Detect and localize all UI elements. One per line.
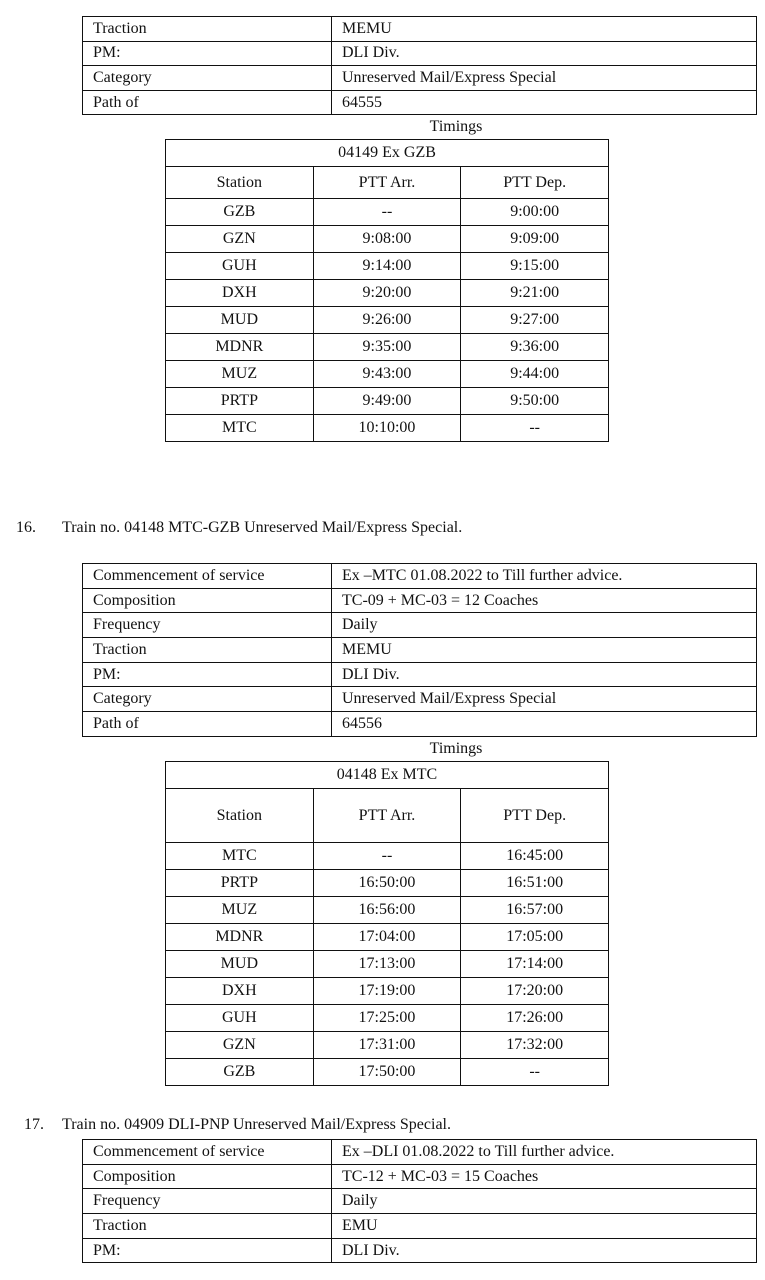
detail-key: Composition xyxy=(83,588,332,613)
timings-row xyxy=(166,199,609,226)
detail-value: Unreserved Mail/Express Special xyxy=(332,687,757,712)
timings-row xyxy=(166,843,609,870)
detail-row xyxy=(83,687,757,712)
arrival-cell: 9:35:00 xyxy=(313,334,461,361)
station-cell: MDNR xyxy=(166,924,314,951)
detail-value: EMU xyxy=(332,1214,757,1239)
detail-key: Commencement of service xyxy=(83,1140,332,1165)
timings-row xyxy=(166,924,609,951)
timings-title: 04148 Ex MTC xyxy=(166,762,609,789)
detail-key: Composition xyxy=(83,1164,332,1189)
departure-cell: 9:09:00 xyxy=(461,226,609,253)
departure-cell: -- xyxy=(461,1059,609,1086)
timings-row xyxy=(166,1059,609,1086)
station-cell: MTC xyxy=(166,843,314,870)
arrival-cell: 9:08:00 xyxy=(313,226,461,253)
departure-cell: 9:15:00 xyxy=(461,253,609,280)
station-cell: GZB xyxy=(166,1059,314,1086)
station-cell: GZN xyxy=(166,226,314,253)
station-cell: DXH xyxy=(166,978,314,1005)
detail-key: Category xyxy=(83,66,332,91)
timings-row xyxy=(166,307,609,334)
timings-row xyxy=(166,951,609,978)
departure-cell: 9:50:00 xyxy=(461,388,609,415)
detail-key: PM: xyxy=(83,41,332,66)
header-departure: PTT Dep. xyxy=(461,167,609,199)
train-details-table-16 xyxy=(82,563,757,737)
train-details-table-top xyxy=(82,16,757,115)
timings-table-04148 xyxy=(165,761,609,1086)
detail-value: MEMU xyxy=(332,638,757,663)
departure-cell: 17:26:00 xyxy=(461,1005,609,1032)
departure-cell: 9:27:00 xyxy=(461,307,609,334)
detail-row xyxy=(83,588,757,613)
detail-key: Category xyxy=(83,687,332,712)
timings-row xyxy=(166,280,609,307)
timings-row xyxy=(166,978,609,1005)
station-cell: MUD xyxy=(166,951,314,978)
timings-title-row xyxy=(166,140,609,167)
detail-value: MEMU xyxy=(332,17,757,42)
arrival-cell: 17:25:00 xyxy=(313,1005,461,1032)
arrival-cell: 16:56:00 xyxy=(313,897,461,924)
detail-row xyxy=(83,1238,757,1263)
station-cell: GZN xyxy=(166,1032,314,1059)
section-heading-17 xyxy=(24,1116,451,1134)
departure-cell: 16:45:00 xyxy=(461,843,609,870)
station-cell: MUZ xyxy=(166,897,314,924)
arrival-cell: 17:04:00 xyxy=(313,924,461,951)
timings-caption: Timings xyxy=(429,740,483,757)
arrival-cell: 16:50:00 xyxy=(313,870,461,897)
detail-row xyxy=(83,41,757,66)
section-title: Train no. 04909 DLI-PNP Unreserved Mail/Express Special. xyxy=(62,1116,451,1133)
station-cell: DXH xyxy=(166,280,314,307)
header-arrival: PTT Arr. xyxy=(313,167,461,199)
arrival-cell: 17:31:00 xyxy=(313,1032,461,1059)
section-number: 17. xyxy=(24,1116,44,1133)
detail-value: DLI Div. xyxy=(332,1238,757,1263)
timings-title: 04149 Ex GZB xyxy=(166,140,609,167)
detail-value: Daily xyxy=(332,613,757,638)
departure-cell: 17:20:00 xyxy=(461,978,609,1005)
departure-cell: 17:32:00 xyxy=(461,1032,609,1059)
timings-row xyxy=(166,897,609,924)
departure-cell: 16:51:00 xyxy=(461,870,609,897)
arrival-cell: -- xyxy=(313,199,461,226)
detail-row xyxy=(83,638,757,663)
detail-value: DLI Div. xyxy=(332,41,757,66)
departure-cell: -- xyxy=(461,415,609,442)
departure-cell: 9:00:00 xyxy=(461,199,609,226)
arrival-cell: 17:13:00 xyxy=(313,951,461,978)
detail-row xyxy=(83,1189,757,1214)
station-cell: MUZ xyxy=(166,361,314,388)
timings-row xyxy=(166,415,609,442)
detail-row xyxy=(83,1140,757,1165)
arrival-cell: 9:49:00 xyxy=(313,388,461,415)
timings-title-row xyxy=(166,762,609,789)
departure-cell: 9:36:00 xyxy=(461,334,609,361)
station-cell: MTC xyxy=(166,415,314,442)
train-details-table-17 xyxy=(82,1139,757,1263)
timings-row xyxy=(166,226,609,253)
arrival-cell: 9:43:00 xyxy=(313,361,461,388)
detail-row xyxy=(83,1164,757,1189)
station-cell: GUH xyxy=(166,1005,314,1032)
header-arrival: PTT Arr. xyxy=(313,789,461,843)
section-number: 16. xyxy=(16,519,36,536)
detail-value: TC-12 + MC-03 = 15 Coaches xyxy=(332,1164,757,1189)
arrival-cell: -- xyxy=(313,843,461,870)
timings-header-row xyxy=(166,789,609,843)
detail-row xyxy=(83,564,757,589)
timings-row xyxy=(166,334,609,361)
timings-row xyxy=(166,253,609,280)
detail-value: Ex –DLI 01.08.2022 to Till further advice. xyxy=(332,1140,757,1165)
departure-cell: 9:21:00 xyxy=(461,280,609,307)
timings-row xyxy=(166,1005,609,1032)
detail-value: 64556 xyxy=(332,712,757,737)
detail-key: Frequency xyxy=(83,1189,332,1214)
arrival-cell: 10:10:00 xyxy=(313,415,461,442)
header-station: Station xyxy=(166,167,314,199)
station-cell: PRTP xyxy=(166,388,314,415)
departure-cell: 17:05:00 xyxy=(461,924,609,951)
timings-header-row xyxy=(166,167,609,199)
detail-row xyxy=(83,66,757,91)
detail-row xyxy=(83,712,757,737)
timings-row xyxy=(166,388,609,415)
detail-row xyxy=(83,1214,757,1239)
arrival-cell: 9:26:00 xyxy=(313,307,461,334)
detail-value: Ex –MTC 01.08.2022 to Till further advice. xyxy=(332,564,757,589)
timings-row xyxy=(166,1032,609,1059)
detail-key: Commencement of service xyxy=(83,564,332,589)
station-cell: GZB xyxy=(166,199,314,226)
arrival-cell: 17:19:00 xyxy=(313,978,461,1005)
header-departure: PTT Dep. xyxy=(461,789,609,843)
detail-value: 64555 xyxy=(332,90,757,115)
detail-row xyxy=(83,613,757,638)
station-cell: GUH xyxy=(166,253,314,280)
timings-row xyxy=(166,361,609,388)
detail-key: Traction xyxy=(83,17,332,42)
detail-key: Path of xyxy=(83,712,332,737)
arrival-cell: 9:14:00 xyxy=(313,253,461,280)
arrival-cell: 17:50:00 xyxy=(313,1059,461,1086)
section-title: Train no. 04148 MTC-GZB Unreserved Mail/Express Special. xyxy=(62,519,463,536)
departure-cell: 17:14:00 xyxy=(461,951,609,978)
station-cell: PRTP xyxy=(166,870,314,897)
detail-key: PM: xyxy=(83,662,332,687)
departure-cell: 16:57:00 xyxy=(461,897,609,924)
detail-value: TC-09 + MC-03 = 12 Coaches xyxy=(332,588,757,613)
detail-value: Daily xyxy=(332,1189,757,1214)
station-cell: MDNR xyxy=(166,334,314,361)
detail-key: Traction xyxy=(83,638,332,663)
detail-value: Unreserved Mail/Express Special xyxy=(332,66,757,91)
detail-value: DLI Div. xyxy=(332,662,757,687)
header-station: Station xyxy=(166,789,314,843)
detail-key: Frequency xyxy=(83,613,332,638)
timings-caption: Timings xyxy=(429,118,483,135)
detail-key: Traction xyxy=(83,1214,332,1239)
timings-row xyxy=(166,870,609,897)
detail-row xyxy=(83,17,757,42)
detail-row xyxy=(83,90,757,115)
station-cell: MUD xyxy=(166,307,314,334)
arrival-cell: 9:20:00 xyxy=(313,280,461,307)
timings-table-04149 xyxy=(165,139,609,442)
detail-row xyxy=(83,662,757,687)
section-heading-16 xyxy=(16,519,462,537)
detail-key: Path of xyxy=(83,90,332,115)
detail-key: PM: xyxy=(83,1238,332,1263)
departure-cell: 9:44:00 xyxy=(461,361,609,388)
